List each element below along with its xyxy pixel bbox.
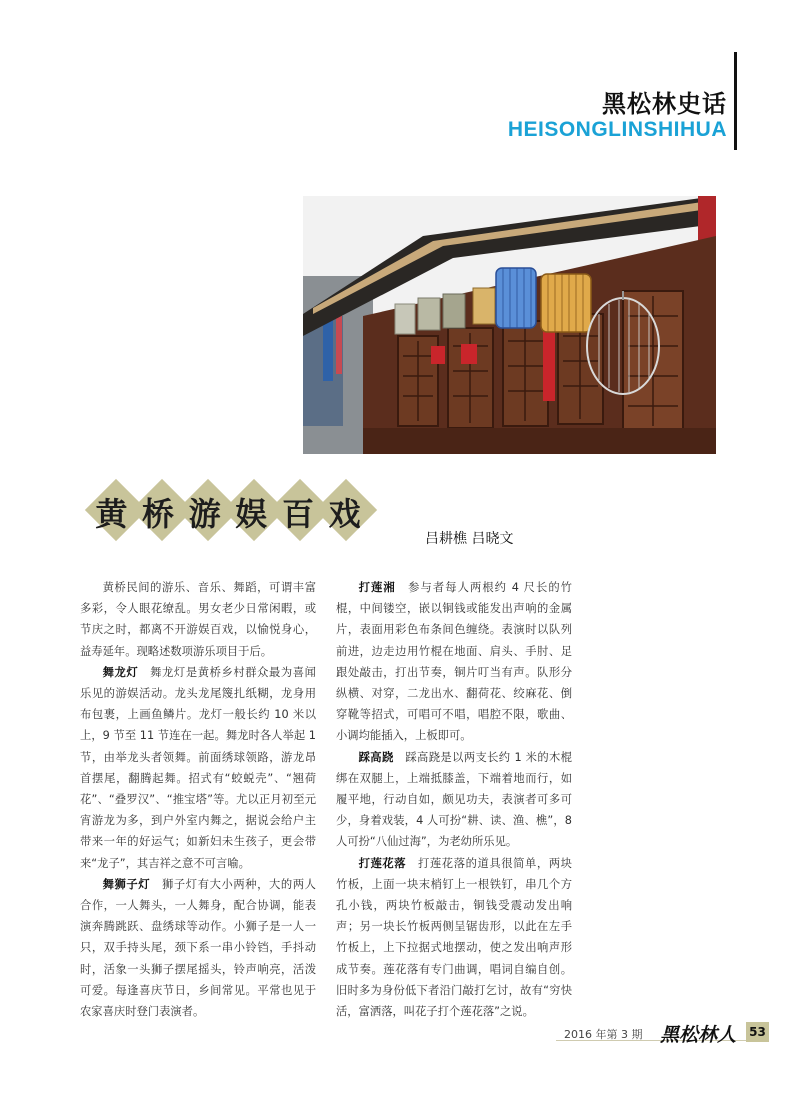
paragraph: 打莲花落 打莲花落的道具很简单，两块竹板，上面一块末梢钉上一根铁钉，串几个方孔小钱，两块竹板敲击，铜钱受震动发出响声；另一块长竹板两侧呈锯齿形，以此在左手竹板上，上下拉据式地摆动，使之发出响声形成节奏。莲花落有专门曲调，唱词自编自创。旧时多为身份低下者沿门敲打乞讨，故有“穷快活，富洒落，叫花子打个莲花落”之说。 xyxy=(336,856,572,1019)
paragraph: 黄桥民间的游乐、音乐、舞蹈，可谓丰富多彩，令人眼花缭乱。男女老少日常闲暇，或节庆之时，都离不开游娱百戏，以愉悦身心，益寿延年。现略述数项游乐项目于后。 xyxy=(80,581,316,658)
title-char: 桥 xyxy=(141,495,174,533)
street-birdcage-photo xyxy=(303,196,716,454)
title-char: 百 xyxy=(281,495,314,533)
article-title-text xyxy=(88,489,368,535)
left-column xyxy=(80,577,316,1022)
footer-issue: 2016 年第 3 期 xyxy=(564,1028,643,1041)
column-title: 黑松林史话 xyxy=(602,90,727,118)
paragraph: 舞龙灯 舞龙灯是黄桥乡村群众最为喜闻乐见的游娱活动。龙头龙尾篾扎纸糊，龙身用布包裹，上画鱼鳞片。龙灯一般长约 10 米以上，9 节至 11 节连在一起。舞龙时各人举起 1 节，由举龙头者领舞。前面绣球领路，游龙昂首摆尾，翻腾起舞。招式有“蛟蜕壳”、“翘荷花”、“叠罗汉”、“推宝塔”等。尤以正月初至元宵游龙为多，到户外室内舞之，据说会给户主带来一年的好运气；如新妇未生孩子，更会带来“龙子”，其吉祥之意不可言喻。 xyxy=(80,665,316,870)
article-authors: 吕耕樵 吕晓文 xyxy=(425,531,514,547)
paragraph-lead: 打莲湘 xyxy=(358,581,396,594)
right-column xyxy=(336,577,572,1022)
footer-brand-logo: 黑松林人 xyxy=(660,1024,737,1046)
header-rule xyxy=(734,52,737,150)
paragraph: 打莲湘 参与者每人两根约 4 尺长的竹棍，中间镂空，嵌以铜钱或能发出声响的金属片，表面用彩色布条间色缠绕。表演时以队列前进，边走边用竹棍在地面、肩头、手肘、足跟处敲击，打出节奏，铜片叮当有声。队形分纵横、对穿，二龙出水、翻荷花、绞麻花、倒穿靴等招式，可唱可不唱，唱腔不限，歌曲、小调均能插入，上板即可。 xyxy=(336,581,572,743)
paragraph-lead: 踩高跷 xyxy=(358,750,394,764)
title-char: 娱 xyxy=(235,495,268,533)
paragraph-lead: 舞狮子灯 xyxy=(102,877,151,891)
paragraph-lead: 舞龙灯 xyxy=(102,665,139,679)
column-title-en: HEISONGLINSHIHUA xyxy=(507,118,727,141)
article-title xyxy=(88,483,368,545)
title-char: 游 xyxy=(188,495,221,533)
paragraph: 踩高跷 踩高跷是以两支长约 1 米的木棍绑在双腿上，上端抵膝盖，下端着地而行，如履平地，行动自如，颇见功夫，表演者可多可少，身着戏装，4 人可扮“耕、读、渔、樵”，8 人可扮“八仙过海”，为老幼所乐见。 xyxy=(336,750,572,849)
page-number: 53 xyxy=(746,1022,769,1042)
paragraph: 舞狮子灯 狮子灯有大小两种，大的两人合作，一人舞头，一人舞身，配合协调，能表演奔腾跳跃、盘绣球等动作。小狮子是一人一只，双手持头尾，颈下系一串小铃铛，手抖动时，活象一头狮子摆尾摇头，铃声响亮，活泼可爱。每逢喜庆节日，乡间常见。平常也见于农家喜庆时登门表演者。 xyxy=(80,877,316,1019)
paragraph-lead: 打莲花落 xyxy=(358,856,407,870)
title-char: 黄 xyxy=(95,495,128,533)
title-char: 戏 xyxy=(328,495,361,533)
